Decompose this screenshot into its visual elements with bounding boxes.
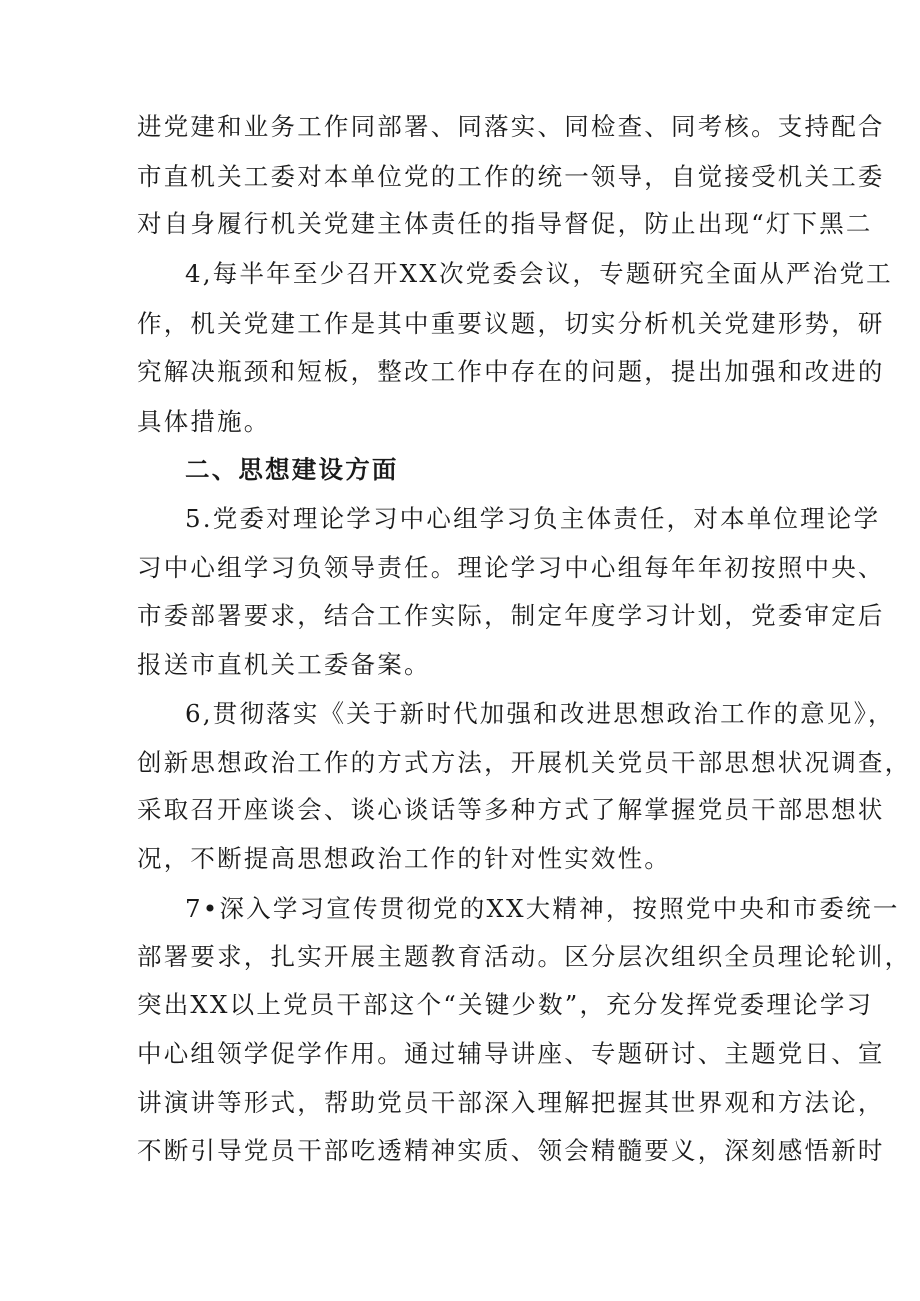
paragraph-5-start: 5.党委对理论学习中心组学习负主体责任，对本单位理论学 — [185, 504, 881, 533]
paragraph-4-start: 4,每半年至少召开XX次党委会议，专题研究全面从严治党工 — [185, 259, 893, 288]
text-line: 究解决瓶颈和短板，整改工作中存在的问题，提出加强和改进的 — [137, 357, 885, 386]
text-line: 采取召开座谈会、谈心谈话等多种方式了解掌握党员干部思想状 — [137, 795, 885, 824]
text-line: 中心组领学促学作用。通过辅导讲座、专题研讨、主题党日、宣 — [137, 1039, 885, 1068]
text-line: 报送市直机关工委备案。 — [137, 650, 431, 679]
text-line: 讲演讲等形式，帮助党员干部深入理解把握其世界观和方法论， — [137, 1088, 885, 1117]
text-line: 对自身履行机关党建主体责任的指导督促，防止出现“灯下黑二 — [137, 209, 873, 238]
text-line: 进党建和业务工作同部署、同落实、同检查、同考核。支持配合 — [137, 112, 885, 141]
text-line: 部署要求，扎实开展主题教育活动。区分层次组织全员理论轮训， — [137, 942, 912, 971]
text-line: 市直机关工委对本单位党的工作的统一领导，自觉接受机关工委 — [137, 162, 885, 191]
text-line: 具体措施。 — [137, 407, 271, 436]
section-heading: 二、思想建设方面 — [185, 455, 399, 484]
text-line: 习中心组学习负领导责任。理论学习中心组每年年初按照中央、 — [137, 553, 885, 582]
text-line: 况，不断提高思想政治工作的针对性实效性。 — [137, 844, 671, 873]
paragraph-6-start: 6,贯彻落实《关于新时代加强和改进思想政治工作的意见》， — [185, 699, 895, 728]
paragraph-7-start: 7•深入学习宣传贯彻党的XX大精神，按照党中央和市委统一 — [185, 894, 900, 923]
text-line: 市委部署要求，结合工作实际，制定年度学习计划，党委审定后 — [137, 601, 885, 630]
text-line: 不断引导党员干部吃透精神实质、领会精髓要义，深刻感悟新时 — [137, 1136, 885, 1165]
text-line: 突出XX以上党员干部这个“关键少数”，充分发挥党委理论学习 — [137, 990, 874, 1019]
text-line: 创新思想政治工作的方式方法，开展机关党员干部思想状况调查， — [137, 748, 912, 777]
text-line: 作，机关党建工作是其中重要议题，切实分析机关党建形势，研 — [137, 309, 885, 338]
